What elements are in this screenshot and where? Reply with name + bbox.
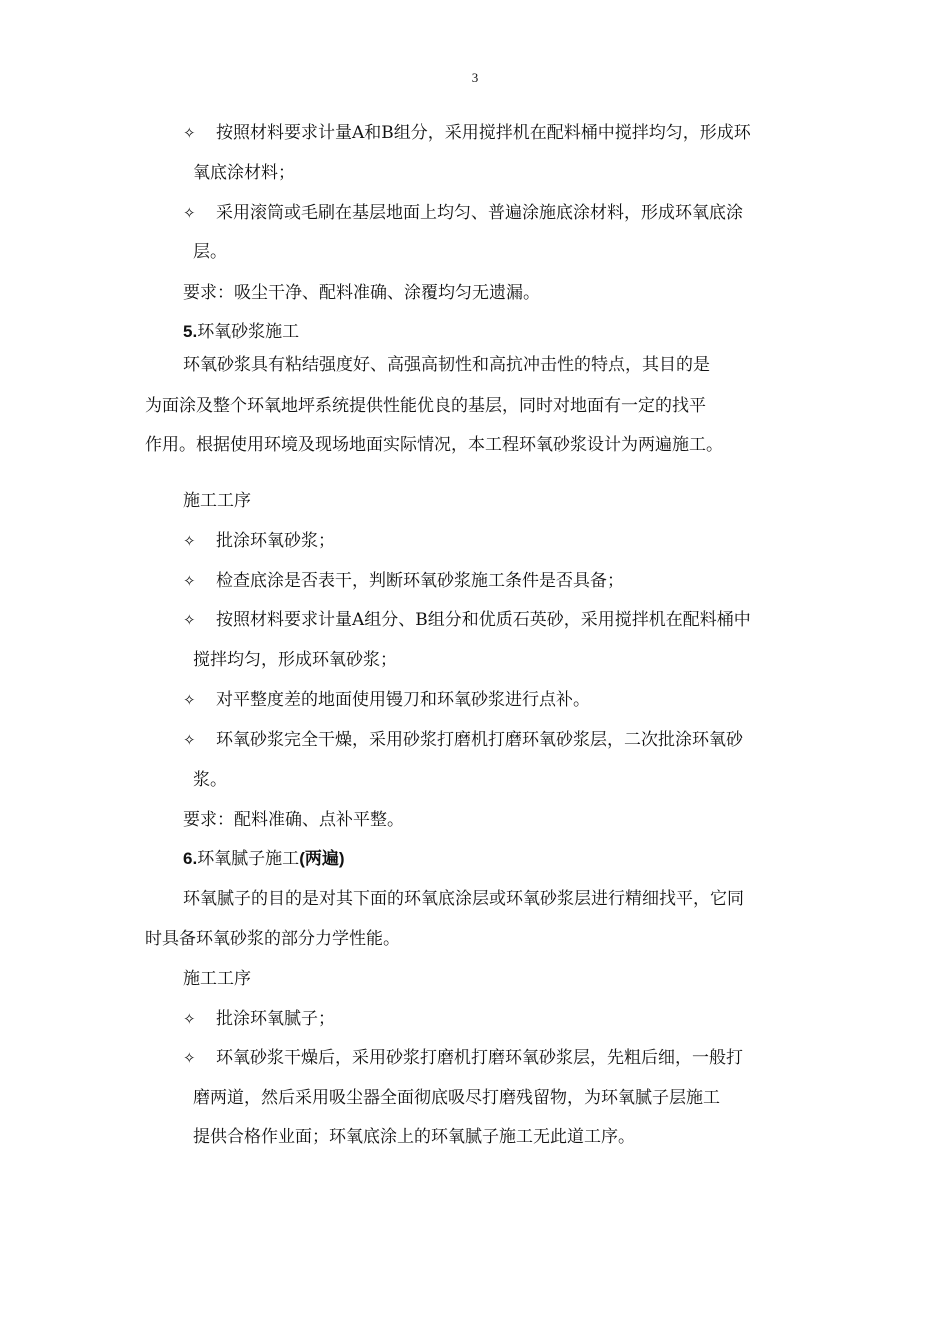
bullet-icon: ✧ [183,611,196,629]
bullet-text: 采用滚筒或毛刷在基层地面上均匀、普遍涂施底涂材料，形成环氧底涂 [216,203,743,223]
section-number: 5. [183,322,198,341]
bullet-text-continuation: 磨两道，然后采用吸尘器全面彻底吸尽打磨残留物，为环氧腻子层施工 [193,1088,720,1108]
bullet-icon: ✧ [183,204,196,222]
bullet-text: 批涂环氧砂浆； [216,531,335,551]
bullet-text: 按照材料要求计量A组分、B组分和优质石英砂，采用搅拌机在配料桶中 [216,610,751,630]
bullet-icon: ✧ [183,731,196,749]
process-label: 施工工序 [183,969,251,989]
bullet-icon: ✧ [183,1010,196,1028]
section-title: 环氧砂浆施工 [197,322,300,342]
bullet-icon: ✧ [183,532,196,550]
paragraph-line: 作用。根据使用环境及现场地面实际情况，本工程环氧砂浆设计为两遍施工。 [145,435,723,455]
bullet-text: 按照材料要求计量A和B组分，采用搅拌机在配料桶中搅拌均匀，形成环 [216,123,751,143]
bullet-text: 环氧砂浆干燥后，采用砂浆打磨机打磨环氧砂浆层，先粗后细，一般打 [216,1048,743,1068]
bullet-icon: ✧ [183,572,196,590]
section-number: 6. [183,849,198,868]
paragraph-line: 时具备环氧砂浆的部分力学性能。 [145,929,400,949]
paragraph-line: 环氧腻子的目的是对其下面的环氧底涂层或环氧砂浆层进行精细找平，它同 [183,889,744,909]
bullet-icon: ✧ [183,1049,196,1067]
section-title: 环氧腻子施工 [197,849,300,869]
requirement-text: 要求：吸尘干净、配料准确、涂覆均匀无遗漏。 [183,283,540,303]
paragraph-line: 为面涂及整个环氧地坪系统提供性能优良的基层，同时对地面有一定的找平 [145,396,706,416]
bullet-text-continuation: 氧底涂材料； [193,163,295,183]
bullet-text-continuation: 提供合格作业面；环氧底涂上的环氧腻子施工无此道工序。 [193,1127,635,1147]
section-heading [183,848,345,870]
bullet-text-continuation: 搅拌均匀，形成环氧砂浆； [193,650,397,670]
bullet-icon: ✧ [183,691,196,709]
bullet-text: 批涂环氧腻子； [216,1009,335,1029]
bullet-icon: ✧ [183,124,196,142]
bullet-text: 环氧砂浆完全干燥，采用砂浆打磨机打磨环氧砂浆层，二次批涂环氧砂 [216,730,743,750]
requirement-text: 要求：配料准确、点补平整。 [183,810,404,830]
paragraph-line: 环氧砂浆具有粘结强度好、高强高韧性和高抗冲击性的特点，其目的是 [183,355,710,375]
bullet-text-continuation: 浆。 [193,770,227,790]
bullet-text-continuation: 层。 [193,242,227,262]
bullet-text: 检查底涂是否表干，判断环氧砂浆施工条件是否具备； [216,571,624,591]
section-heading [183,321,299,343]
process-label: 施工工序 [183,491,251,511]
section-title-suffix: (两遍) [299,849,345,868]
bullet-text: 对平整度差的地面使用镘刀和环氧砂浆进行点补。 [216,690,590,710]
page-number: 3 [471,70,479,85]
